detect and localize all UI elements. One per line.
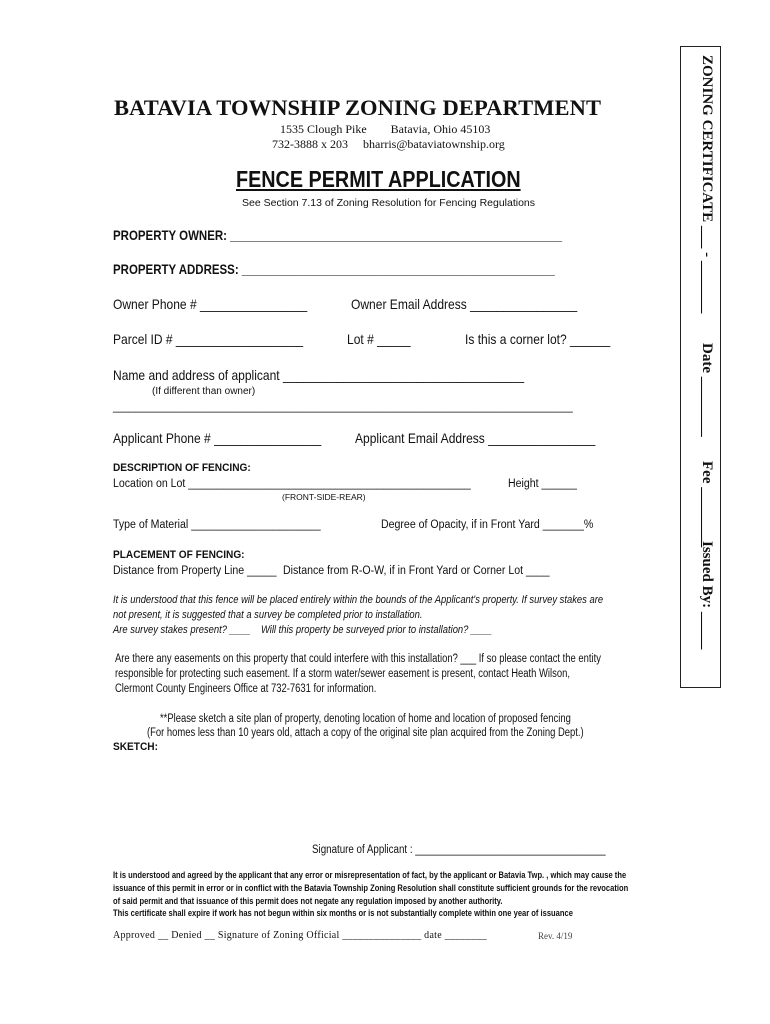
fine-print-2: issuance of this permit in error or in conflict with the Batavia Township Zoning Resolution shall constitute sufficient grounds for the revocation — [113, 883, 629, 893]
form-subtitle: See Section 7.13 of Zoning Resolution for Fencing Regulations — [242, 197, 536, 209]
applicant-email-field[interactable]: Applicant Email Address ________________ — [355, 430, 596, 446]
description-heading: DESCRIPTION OF FENCING: — [113, 462, 251, 474]
fine-print-3: of said permit and that issuance of this permit does not negate any regulation imposed by another authority. — [113, 896, 503, 906]
front-side-rear-note: (FRONT-SIDE-REAR) — [282, 492, 366, 502]
lot-field[interactable]: Lot # _____ — [347, 331, 411, 347]
placement-heading: PLACEMENT OF FENCING: — [113, 549, 245, 561]
survey-note-1: It is understood that this fence will be placed entirely within the bounds of the Applicant's property. If survey stakes are — [113, 594, 604, 606]
department-title: BATAVIA TOWNSHIP ZONING DEPARTMENT — [114, 95, 602, 120]
applicant-address-line[interactable]: __________________________________________________________________________________ — [113, 399, 573, 413]
material-field[interactable]: Type of Material ______________________ — [113, 519, 321, 531]
zoning-certificate-box — [680, 46, 721, 688]
owner-email-field[interactable]: Owner Email Address ________________ — [351, 296, 578, 312]
owner-phone-field[interactable]: Owner Phone # ________________ — [113, 296, 308, 312]
applicant-phone-field[interactable]: Applicant Phone # ________________ — [113, 430, 322, 446]
applicant-signature-field[interactable]: Signature of Applicant : ___________________________________ — [312, 844, 606, 856]
applicant-name-field[interactable]: Name and address of applicant ____________________________________ — [113, 367, 525, 383]
sketch-note-1: **Please sketch a site plan of property, denoting location of home and location of proposed fencing — [160, 713, 571, 725]
certificate-fee-field[interactable]: Fee ________ — [699, 461, 715, 548]
sketch-note-2: (For homes less than 10 years old, attach a copy of the original site plan acquired from the Zoning Dept.) — [147, 727, 584, 739]
sketch-label: SKETCH: — [113, 741, 158, 753]
opacity-field[interactable]: Degree of Opacity, if in Front Yard _______% — [381, 519, 594, 531]
approval-line[interactable]: Approved __ Denied __ Signature of Zoning Official _______________ date ________ — [113, 930, 487, 941]
applicant-note: (If different than owner) — [152, 386, 256, 397]
height-field[interactable]: Height ______ — [508, 478, 577, 490]
certificate-date-field[interactable]: Date ________ — [699, 343, 715, 437]
fine-print-1: It is understood and agreed by the applicant that any error or misrepresentation of fact, by the applicant or Batavia Twp. , which may cause the — [113, 870, 627, 880]
distance-row-field[interactable]: Distance from R-O-W, if in Front Yard or Corner Lot ____ — [283, 565, 550, 577]
zoning-certificate-label[interactable]: ZONING CERTIFICATE ___ - _______ — [699, 55, 715, 314]
location-on-lot-field[interactable]: Location on Lot ________________________________________________ — [113, 478, 471, 490]
corner-lot-field[interactable]: Is this a corner lot? ______ — [465, 331, 611, 347]
easement-line-3: Clermont County Engineers Office at 732-7631 for information. — [115, 683, 377, 695]
revision-label: Rev. 4/19 — [538, 931, 573, 941]
department-contact: 732-3888 x 203 bharris@bataviatownship.org — [272, 137, 505, 151]
survey-note-2: not present, it is suggested that a survey be completed prior to installation. — [113, 609, 423, 621]
easement-line-1[interactable]: Are there any easements on this property that could interfere with this installation? ___ If so please contact the entity — [115, 653, 601, 665]
sketch-area[interactable] — [113, 758, 653, 838]
property-owner-field[interactable]: PROPERTY OWNER: ____________________________________________________ — [113, 227, 563, 243]
department-address: 1535 Clough Pike Batavia, Ohio 45103 — [280, 122, 491, 136]
parcel-id-field[interactable]: Parcel ID # ___________________ — [113, 331, 304, 347]
certificate-issued-by-field[interactable]: Issued By: _____ — [699, 541, 715, 650]
easement-line-2: responsible for protecting such easement. If a storm water/sewer easement is present, contact Heath Wilson, — [115, 668, 570, 680]
survey-question[interactable]: Are survey stakes present? ____ Will this property be surveyed prior to installation? ____ — [113, 624, 492, 636]
property-address-field[interactable]: PROPERTY ADDRESS: _________________________________________________ — [113, 261, 555, 277]
form-title: FENCE PERMIT APPLICATION — [236, 166, 521, 192]
fine-print-4: This certificate shall expire if work has not begun within six months or is not substantially complete within one year of issuance — [113, 908, 573, 918]
distance-property-field[interactable]: Distance from Property Line _____ — [113, 565, 277, 577]
